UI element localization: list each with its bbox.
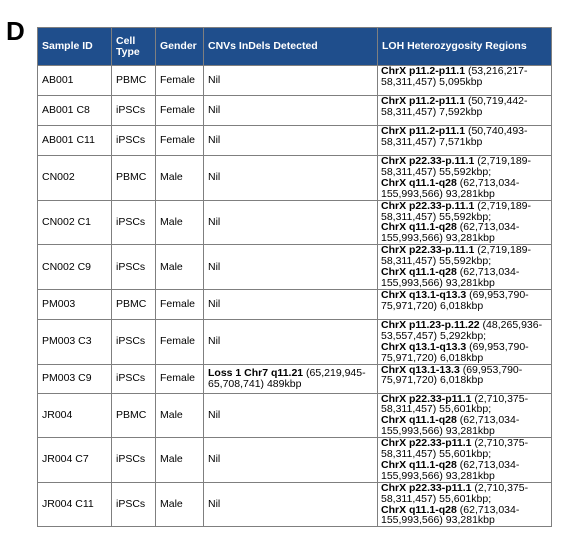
loh-region-label: ChrX q13.1-13.3 [381,364,460,376]
cell-cell-type: PBMC [112,156,156,201]
loh-region-entry [381,290,548,312]
loh-region-label: ChrX p11.23-p.11.22 [381,319,480,331]
loh-region-detail: (62,713,034-155,993,566) 93,281kbp [381,458,520,482]
cell-cnvs-indels [204,393,378,438]
cell-loh-regions [378,364,552,393]
cnv-detail: Nil [208,134,221,146]
loh-region-entry [381,222,548,244]
cell-cell-type: iPSCs [112,200,156,245]
cnv-detail: Nil [208,335,221,348]
loh-region-label: ChrX p22.33-p11.1 [381,437,472,450]
cell-cnvs-indels [204,364,378,393]
loh-region-entry [381,415,548,437]
cell-gender: Male [156,245,204,290]
loh-region-detail: (50,719,442-58,311,457) 7,592kbp [381,95,528,118]
cell-cell-type: PBMC [112,393,156,438]
cnv-detail: Nil [208,74,221,86]
cell-sample-id: JR004 [38,393,112,438]
header-row [38,28,552,66]
loh-region-detail: (2,710,375-58,311,457) 55,601kbp; [381,437,529,461]
table-row [38,156,552,201]
cell-cell-type: PBMC [112,66,156,96]
table-row [38,482,552,527]
loh-region-detail: (69,953,790-75,971,720) 6,018kbp [381,340,529,364]
loh-region-entry [381,96,548,118]
table-body [38,66,552,527]
loh-region-detail: (62,713,034-155,993,566) 93,281kbp [381,414,520,438]
cell-cnvs-indels [204,289,378,319]
loh-region-label: ChrX q11.1-q28 [381,221,457,234]
cell-cnvs-indels [204,319,378,364]
table-row [38,319,552,364]
cell-gender: Male [156,438,204,483]
loh-region-label: ChrX p11.2-p11.1 [381,95,466,107]
cell-loh-regions [378,66,552,96]
loh-region-entry [381,483,548,505]
cnv-detail: Nil [208,171,221,184]
loh-region-label: ChrX q13.1-q13.3 [381,340,467,353]
cell-cell-type: iPSCs [112,96,156,126]
cell-cell-type: iPSCs [112,319,156,364]
loh-region-entry [381,267,548,289]
table-row [38,393,552,438]
cell-cell-type: iPSCs [112,245,156,290]
cell-gender: Female [156,126,204,156]
cell-loh-regions [378,156,552,201]
panel-label: D [6,16,25,46]
loh-region-entry [381,394,548,416]
cell-cell-type: iPSCs [112,438,156,483]
loh-region-entry [381,320,548,342]
loh-region-label: ChrX p22.33-p.11.1 [381,200,475,212]
cell-cnvs-indels [204,482,378,527]
header-gender: Gender [156,28,204,66]
loh-region-entry [381,245,548,267]
loh-region-entry [381,460,548,482]
loh-region-entry [381,365,548,387]
cnv-detail: Nil [208,260,221,273]
loh-region-label: ChrX p22.33-p11.1 [381,393,472,405]
cell-cnvs-indels [204,438,378,483]
loh-region-entry [381,178,548,200]
cell-loh-regions [378,96,552,126]
cell-cell-type: iPSCs [112,482,156,527]
cnv-detail: Nil [208,498,221,511]
cell-gender: Female [156,289,204,319]
loh-region-label: ChrX q13.1-q13.3 [381,289,467,301]
header-cell-type: Cell Type [112,28,156,66]
loh-region-entry [381,66,548,88]
loh-summary-table [37,27,552,527]
cnv-detail: Nil [208,453,221,466]
cell-sample-id: AB001 [38,66,112,96]
cell-sample-id: JR004 C7 [38,438,112,483]
loh-region-detail: (48,265,936-53,557,457) 5,292kbp; [381,319,543,342]
loh-region-detail: (2,719,189-58,311,457) 55,592kbp; [381,244,532,268]
loh-region-label: ChrX p11.2-p11.1 [381,125,466,137]
loh-region-label: ChrX q11.1-q28 [381,266,457,279]
cell-cnvs-indels [204,126,378,156]
cell-gender: Male [156,200,204,245]
table-row [38,200,552,245]
cell-sample-id: CN002 [38,156,112,201]
table-row [38,289,552,319]
loh-region-detail: (53,216,217-58,311,457) 5,095kbp [381,65,528,88]
table-row [38,66,552,96]
loh-region-label: ChrX p11.2-p11.1 [381,65,466,77]
cell-loh-regions [378,482,552,527]
loh-region-detail: (62,713,034-155,993,566) 93,281kbp [381,221,520,245]
loh-region-detail: (62,713,034-155,993,566) 93,281kbp [381,266,520,289]
cell-cell-type: iPSCs [112,126,156,156]
table-row [38,438,552,483]
cnv-detail: (65,219,945-65,708,741) 489kbp [208,366,366,390]
table-row [38,126,552,156]
cnv-region-label: Loss 1 Chr7 q11.21 [208,366,304,379]
cell-gender: Female [156,319,204,364]
cell-loh-regions [378,245,552,290]
cell-gender: Female [156,96,204,126]
cell-sample-id: AB001 C8 [38,96,112,126]
loh-region-detail: (69,953,790-75,971,720) 6,018kbp [381,289,529,312]
cell-gender: Female [156,364,204,393]
loh-region-label: ChrX q11.1-q28 [381,503,457,516]
loh-region-entry [381,342,548,364]
loh-region-entry [381,201,548,223]
cnv-detail: Nil [208,104,221,116]
cell-loh-regions [378,126,552,156]
loh-region-entry [381,126,548,148]
cnv-detail: Nil [208,297,221,310]
cell-loh-regions [378,200,552,245]
header-loh-regions: LOH Heterozygosity Regions [378,28,552,66]
loh-region-entry [381,438,548,460]
cell-cnvs-indels [204,200,378,245]
cell-gender: Male [156,482,204,527]
cell-loh-regions [378,289,552,319]
loh-region-detail: (2,719,189-58,311,457) 55,592kbp; [381,200,532,223]
cell-sample-id: PM003 C3 [38,319,112,364]
loh-region-label: ChrX q11.1-q28 [381,414,457,427]
cell-sample-id: JR004 C11 [38,482,112,527]
loh-region-entry [381,505,548,527]
table-row [38,96,552,126]
cnv-detail: Nil [208,408,221,421]
loh-region-entry [381,156,548,178]
cell-sample-id: PM003 C9 [38,364,112,393]
loh-region-detail: (50,740,493-58,311,457) 7,571kbp [381,125,528,148]
cell-cnvs-indels [204,96,378,126]
cell-sample-id: PM003 [38,289,112,319]
cell-cnvs-indels [204,245,378,290]
loh-region-label: ChrX p22.33-p.11.1 [381,244,475,257]
loh-region-detail: (69,953,790-75,971,720) 6,018kbp [381,364,523,387]
loh-region-detail: (62,713,034-155,993,566) 93,281kbp [381,503,520,527]
cnv-detail: Nil [208,215,221,228]
cell-cnvs-indels [204,156,378,201]
cell-gender: Male [156,156,204,201]
header-sample-id: Sample ID [38,28,112,66]
cell-sample-id: AB001 C11 [38,126,112,156]
header-cnvs-indels: CNVs InDels Detected [204,28,378,66]
loh-region-label: ChrX p22.33-p11.1 [381,482,472,494]
cell-cnvs-indels [204,66,378,96]
loh-region-detail: (2,719,189-58,311,457) 55,592kbp; [381,155,532,178]
cell-gender: Female [156,66,204,96]
cell-loh-regions [378,393,552,438]
loh-region-label: ChrX q11.1-q28 [381,176,457,189]
cell-gender: Male [156,393,204,438]
cell-loh-regions [378,319,552,364]
table-row [38,245,552,290]
loh-region-detail: (2,710,375-58,311,457) 55,601kbp; [381,482,529,505]
loh-region-detail: (2,710,375-58,311,457) 55,601kbp; [381,393,529,416]
loh-region-label: ChrX p22.33-p.11.1 [381,155,475,167]
loh-region-label: ChrX q11.1-q28 [381,458,457,471]
cell-cell-type: PBMC [112,289,156,319]
cell-sample-id: CN002 C9 [38,245,112,290]
cell-sample-id: CN002 C1 [38,200,112,245]
loh-region-detail: (62,713,034-155,993,566) 93,281kbp [381,176,520,200]
table-row [38,364,552,393]
cell-loh-regions [378,438,552,483]
cell-cell-type: iPSCs [112,364,156,393]
